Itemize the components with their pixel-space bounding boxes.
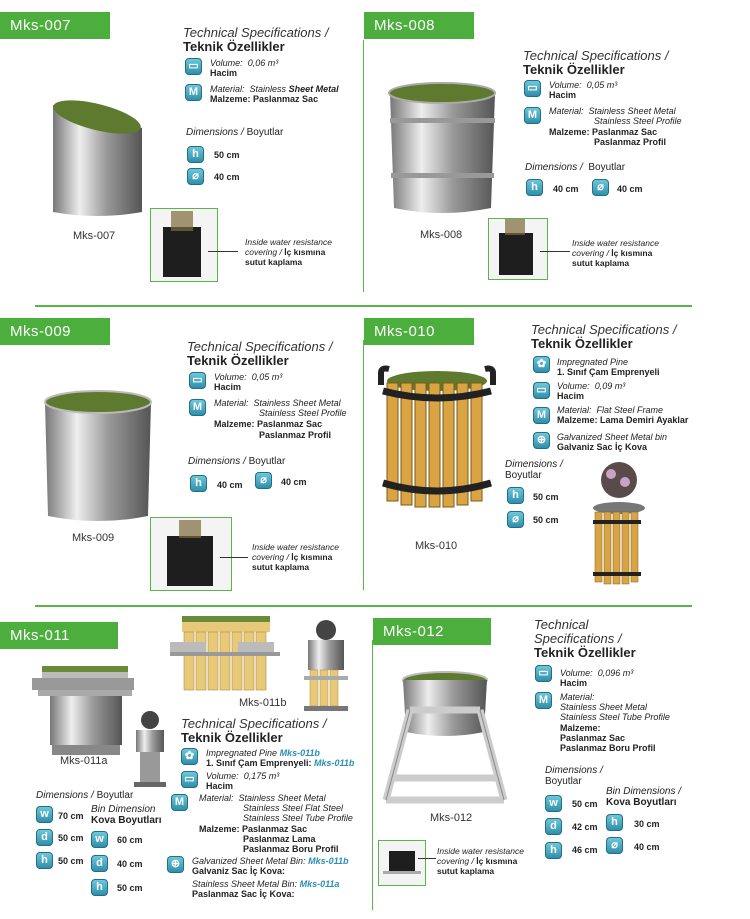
bin-height-value: 50 cm: [117, 883, 143, 893]
depth-icon: d: [36, 829, 53, 846]
pine-line: Impregnated Pine: [557, 357, 629, 367]
malzeme-line2: Paslanmaz Lama: [243, 834, 316, 844]
product-caption-mks011b: Mks-011b: [239, 697, 287, 709]
height-value: 50 cm: [58, 856, 84, 866]
height-icon: h: [526, 179, 543, 196]
material-line2: Stainless Steel Tube Profile: [560, 712, 670, 722]
material-icon: M: [189, 399, 206, 416]
bin-depth-value: 40 cm: [117, 859, 143, 869]
product-caption-mks007: Mks-007: [73, 230, 116, 242]
bin-dimension-label: Bin Dimension Kova Boyutları: [91, 804, 162, 826]
volume-line: Volume: 0,05 m³: [549, 80, 618, 90]
diameter-value: 40 cm: [281, 477, 307, 487]
pine-icon: ✿: [181, 748, 198, 765]
spec-heading-mks009: Technical Specifications / Teknik Özellikler: [187, 339, 333, 368]
hacim-label: Hacim: [557, 391, 585, 401]
malzeme-line: Malzeme: Paslanmaz Sac: [210, 94, 319, 104]
height-icon: h: [36, 852, 53, 869]
height-value: 46 cm: [572, 845, 598, 855]
material-icon: M: [171, 794, 188, 811]
volume-line: Volume: 0,09 m³: [557, 381, 626, 391]
product-tag-mks007: Mks-007: [0, 12, 110, 39]
dimensions-label: Dimensions / Boyutlar: [188, 456, 286, 467]
malzeme-line: Malzeme: Lama Demiri Ayaklar: [557, 415, 689, 425]
height-value: 40 cm: [217, 480, 243, 490]
width-value: 70 cm: [58, 811, 84, 821]
malzeme-line: Malzeme: Paslanmaz Sac: [214, 419, 323, 429]
diameter-icon: ⌀: [187, 168, 204, 185]
malzeme-line2: Paslanmaz Profil: [259, 430, 332, 440]
product-caption-mks010: Mks-010: [415, 540, 458, 552]
height-icon: h: [190, 475, 207, 492]
planter-small-image-mks011: [130, 710, 170, 788]
inset-image-mks008: [488, 218, 548, 280]
product-tag-mks010: Mks-010: [364, 318, 474, 345]
volume-line: Volume: 0,175 m³: [206, 771, 280, 781]
inside-note-mks012: Inside water resistance covering / İç kısmına sutut kaplama: [437, 846, 524, 876]
depth-value: 42 cm: [572, 822, 598, 832]
diameter-value: 50 cm: [533, 515, 559, 525]
bin-depth-icon: d: [91, 855, 108, 872]
height-value: 50 cm: [533, 492, 559, 502]
bin-diameter-value: 40 cm: [634, 842, 660, 852]
malzeme-line: Malzeme: Paslanmaz Sac: [199, 824, 308, 834]
planter-image-mks012: [380, 660, 510, 808]
diameter-icon: ⌀: [507, 511, 524, 528]
planter-small-wood-image-mks011: [300, 620, 352, 712]
planter-image-mks010: [375, 365, 500, 513]
diameter-value: 40 cm: [214, 172, 240, 182]
volume-line: Volume: 0,06 m³: [210, 58, 279, 68]
divider-col-row3: [372, 640, 373, 910]
width-icon: w: [545, 795, 562, 812]
material-line3: Stainless Steel Tube Profile: [243, 813, 353, 823]
planter-image-mks011a: [32, 660, 137, 758]
divider-row2: [35, 605, 692, 607]
dimensions-label: Dimensions / Boyutlar: [505, 459, 563, 481]
inset-image-mks012: [378, 840, 426, 886]
hacim-label: Hacim: [560, 678, 588, 688]
planter-flower-image-mks010: [585, 460, 653, 598]
galv-tr-line: Galvaniz Sac İç Kova: [557, 442, 648, 452]
hacim-label: Hacim: [206, 781, 234, 791]
spec-heading-mks008: Technical Specifications / Teknik Özellikler: [523, 48, 669, 77]
material-icon: M: [535, 692, 552, 709]
product-caption-mks012: Mks-012: [430, 812, 473, 824]
pine-tr-line: 1. Sınıf Çam Emprenyeli: Mks-011b: [206, 758, 355, 768]
pine-icon: ✿: [533, 356, 550, 373]
volume-icon: ▭: [524, 80, 541, 97]
material-label: Material:: [560, 692, 595, 702]
material-line: Material: Stainless Sheet Metal: [199, 793, 326, 803]
material-line: Material: Stainless Sheet Metal: [549, 106, 676, 116]
product-caption-mks009: Mks-009: [72, 532, 115, 544]
inset-image-mks009: [150, 517, 232, 591]
height-value: 40 cm: [553, 184, 579, 194]
spec-heading-mks010: Technical Specifications / Teknik Özellikler: [531, 322, 677, 351]
volume-icon: ▭: [189, 372, 206, 389]
malzeme-line2: Paslanmaz Boru Profil: [560, 743, 656, 753]
inside-note-mks009: Inside water resistance covering / İç kısmına sutut kaplama: [252, 542, 339, 572]
inset-pointer: [418, 858, 436, 859]
planter-image-mks007: [50, 80, 145, 220]
height-value: 50 cm: [214, 150, 240, 160]
bin-diameter-icon: ⌀: [606, 837, 623, 854]
divider-col-row2: [363, 340, 364, 590]
depth-value: 50 cm: [58, 833, 84, 843]
product-tag-mks011: Mks-011: [0, 622, 118, 649]
bin-height-icon: h: [91, 879, 108, 896]
dimensions-label: Dimensions / Boyutlar: [36, 790, 134, 801]
malzeme-line: Paslanmaz Sac: [560, 733, 626, 743]
planter-image-mks008: [385, 78, 500, 218]
inset-pointer: [208, 251, 238, 252]
bin-height-value: 30 cm: [634, 819, 660, 829]
hacim-label: Hacim: [210, 68, 238, 78]
inside-note-mks007: Inside water resistance covering / İç kısmına sutut kaplama: [245, 237, 332, 267]
product-caption-mks011a: Mks-011a: [60, 755, 108, 767]
galv-line: Galvanized Sheet Metal bin: [557, 432, 668, 442]
spec-heading-mks007: Technical Specifications / Teknik Özellikler: [183, 25, 329, 54]
product-tag-mks009: Mks-009: [0, 318, 110, 345]
hacim-label: Hacim: [214, 382, 242, 392]
volume-icon: ▭: [533, 382, 550, 399]
material-line2: Stainless Steel Profile: [259, 408, 347, 418]
material-line: Material: Flat Steel Frame: [557, 405, 664, 415]
material-line2: Stainless Steel Profile: [594, 116, 682, 126]
malzeme-line2: Paslanmaz Profil: [594, 137, 667, 147]
material-line: Material: Stainless Sheet Metal: [214, 398, 341, 408]
product-tag-mks012: Mks-012: [373, 618, 491, 645]
volume-line: Volume: 0,096 m³: [560, 668, 634, 678]
bin-icon: ⊕: [167, 856, 184, 873]
inset-pointer: [220, 557, 248, 558]
divider-col-row1: [363, 40, 364, 292]
bin-icon: ⊕: [533, 432, 550, 449]
planter-image-mks011b: [170, 614, 280, 694]
volume-icon: ▭: [185, 58, 202, 75]
malzeme-line3: Paslanmaz Boru Profil: [243, 844, 339, 854]
malzeme-line: Malzeme: Paslanmaz Sac: [549, 127, 658, 137]
dimensions-label: Dimensions / Boyutlar: [545, 765, 603, 787]
depth-icon: d: [545, 818, 562, 835]
spec-heading-mks012: Technical Specifications / Teknik Özellikler: [534, 617, 636, 660]
stainless-bin-tr-line: Paslanmaz Sac İç Kova:: [192, 889, 295, 899]
width-icon: w: [36, 806, 53, 823]
volume-icon: ▭: [181, 771, 198, 788]
inside-note-mks008: Inside water resistance covering / İç kısmına sutut kaplama: [572, 238, 659, 268]
material-line: Stainless Sheet Metal: [560, 702, 648, 712]
bin-width-value: 60 cm: [117, 835, 143, 845]
pine-tr-line: 1. Sınıf Çam Emprenyeli: [557, 367, 660, 377]
volume-icon: ▭: [535, 665, 552, 682]
bin-width-icon: w: [91, 831, 108, 848]
product-caption-mks008: Mks-008: [420, 229, 463, 241]
height-icon: h: [545, 842, 562, 859]
diameter-icon: ⌀: [255, 472, 272, 489]
material-icon: M: [533, 407, 550, 424]
inset-pointer: [540, 251, 570, 252]
product-tag-mks008: Mks-008: [364, 12, 474, 39]
malzeme-label: Malzeme:: [560, 723, 601, 733]
planter-image-mks009: [42, 388, 154, 526]
inset-image-mks007: [150, 208, 218, 282]
material-line2: Stainless Steel Flat Steel: [243, 803, 344, 813]
height-icon: h: [187, 146, 204, 163]
divider-row1: [35, 305, 692, 307]
diameter-value: 40 cm: [617, 184, 643, 194]
galv-line: Galvanized Sheet Metal Bin: Mks-011b: [192, 856, 349, 866]
bin-height-icon: h: [606, 814, 623, 831]
volume-line: Volume: 0,05 m³: [214, 372, 283, 382]
height-icon: h: [507, 487, 524, 504]
stainless-bin-line: Stainless Sheet Metal Bin: Mks-011a: [192, 879, 340, 889]
hacim-label: Hacim: [549, 90, 577, 100]
material-icon: M: [185, 84, 202, 101]
spec-heading-mks011: Technical Specifications / Teknik Özellikler: [181, 716, 327, 745]
dimensions-label: Dimensions / Boyutlar: [525, 162, 626, 173]
pine-line: Impregnated Pine Mks-011b: [206, 748, 320, 758]
material-icon: M: [524, 107, 541, 124]
width-value: 50 cm: [572, 799, 598, 809]
dimensions-label: Dimensions / Boyutlar: [186, 127, 284, 138]
galv-tr-line: Galvaniz Sac İç Kova:: [192, 866, 286, 876]
diameter-icon: ⌀: [592, 179, 609, 196]
bin-dimension-label: Bin Dimensions / Kova Boyutları: [606, 786, 682, 808]
material-line: Material: Stainless Sheet Metal: [210, 84, 339, 94]
